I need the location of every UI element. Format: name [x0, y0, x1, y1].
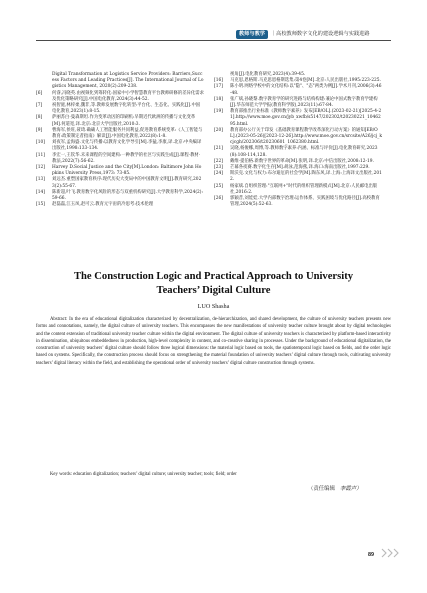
references-left-column [36, 72, 204, 208]
reference-item [214, 128, 382, 147]
references-right-column [214, 72, 382, 208]
reference-text: 曹海军,侯旺,聂琦.确确人工智能服务共同利益,促进教育系统变革:《人工智能与教育:政策制定者指南》解读[J].中国电化教育,2022(8):1-8. [52, 127, 203, 140]
reference-number: [16] [214, 78, 223, 84]
reference-text: 刘夜军,孟海盛.文化与传播:以教育文化学导引[M].李猛,李康,译.北京:中央编译出版社,1998:133-134. [52, 140, 202, 152]
reference-item [214, 109, 382, 128]
reference-item [214, 97, 382, 109]
reference-text: 吴晓,杨俊娜,周博,等.教师数字素养:内涵、标准与评价[J].电化教育研究,2023(8):108-114,128. [230, 146, 378, 158]
reference-text: 芒幕各夜赛.数字化生存[M].胡泳,范海燕,译.海口:海南出版社,1997:229. [230, 165, 370, 171]
reference-number: [13] [36, 177, 45, 183]
reference-number: [10] [36, 140, 45, 146]
reference-text: 赵磊磊,江玉凤,赵可云.教育元宇宙的冷思考:技术伦理 [52, 202, 154, 208]
reference-text: 斯沃克.文化与权力:布尔迪厄的社会学[M].陶东风,译.上海:上海译文出版社,2012. [230, 171, 382, 183]
reference-number: [20] [214, 127, 223, 133]
reference-text: Digital Transformation at Logistics Service Providers: Barriers,Success Factors and Leading Practices[J]. The International Journal of Logistics Management, 2020(2):209-238. [52, 72, 204, 90]
reference-number: [21] [214, 146, 223, 152]
responsible-editor [308, 484, 362, 492]
reference-number: [8] [36, 115, 43, 121]
reference-text: Harvey D.Social Justice and the City[M].London: Baltimore John Hopkins University Press,1973: 73-85. [52, 165, 202, 177]
english-title [36, 270, 391, 297]
reference-item [36, 153, 204, 165]
reference-text: 刘远杰.重塑国家教育秩序:现代历史大变局中的中国教育文明[J].教育研究,2023(2):55-67. [52, 177, 202, 189]
reference-item [214, 171, 382, 183]
reference-item [36, 177, 204, 189]
reference-text: 何睿,冯晓英.由视频化到筹转化:国家中小学智慧教育平台教师研修的差异化需求及优化策略研究[J].中国电化教育,2024(3):44-52. [52, 90, 204, 102]
reference-text: 郭颖昔,刘娃娃.大学内部数字治理:运作体系、实践困境与优化路径[J].高校教育管理,2024(5):52-63. [230, 196, 380, 208]
reference-item [214, 196, 382, 208]
reference-number: [19] [214, 109, 223, 115]
reference-item [36, 140, 204, 152]
reference-text: 马克思,恩格斯.马克思恩格斯选集:第4卷[M].北京:人民出版社,1995:223-225. [230, 78, 381, 84]
reference-text: 教育部办公厅关于印发《基础教育课程教学改革深化行动方案》的通知[EB/OL].(2023-05-26)[2023-12-26].http://www.moe.gov.cn/srcsite/A26/jcj_kcjcgh/202306/t20230601_1062380.html. [230, 127, 382, 146]
reference-number: [24] [214, 171, 223, 177]
reference-number: [26] [214, 196, 223, 202]
reference-number: [18] [214, 96, 223, 102]
author-name: LUO Shasha [197, 303, 230, 310]
reference-item [36, 103, 204, 115]
reference-number: [22] [214, 158, 223, 164]
reference-number: [12] [36, 165, 45, 171]
reference-text: 张广斌,孙晓黎.数字教育学的研究进路与结构构建:兼论中国式数字教育学建构[J].华东师范大学学报(教育科学版),2023(11):67-84. [230, 96, 378, 109]
reference-item [36, 115, 204, 127]
abstract-paragraph: Abstract: In the era of educational digitalization characterized by decentralization, de-hierarchization, and shared development, the culture of university teachers presents new forms and connotations, namely, the digital culture of university teachers. This encompasses the new manifestations of university teacher culture brought about by digital technologies and the content extension of traditional university teacher culture within the digital environment. The digital culture of university teachers is characterized by platform-based interactivity in dissemination, ubiquitous embeddedness in production, high-level complexity in content, and co-creative sharing in processes. Under the background of educational digitalization, the construction of university teachers’ digital culture should follow three logical dimensions: the material logic based on tools, the spatiotemporal logic based on fields, and the order logic based on systems. Specifically, the construction process should focus on strengthening the material foundation of university teachers’ digital culture through tools, cultivating university teachers’ digital literacy within the field, and establishing the operational order of university teachers’ digital culture construction through systems. [36, 317, 391, 366]
reference-item [214, 84, 382, 96]
english-title-line-2: Teachers’ Digital Culture [156, 284, 271, 296]
reference-number: [23] [214, 165, 223, 171]
reference-text: 视角[J].电化教育研究,2023(4):39-45. [230, 72, 306, 77]
running-header [236, 30, 370, 39]
reference-text: 教育部推出行业标准《教师数字素养》发布[EB/OL].(2023-02-21)[2025-4-21].http://www.moe.gov.cn/jyb_xwfb/s5147/202302/t20230221_1046295.html. [230, 109, 382, 127]
english-title-line-1: The Construction Logic and Practical Approach to University [73, 271, 354, 282]
reference-number: [15] [36, 202, 45, 208]
reference-item [36, 190, 204, 202]
page-number: 89 [368, 552, 374, 558]
reference-item [214, 184, 382, 196]
reference-text: 戴维·提伯格.新数字世界的革命[M].张明,译.北京:中信出版社,2008:12-19. [230, 158, 374, 164]
reference-number: [17] [214, 84, 223, 90]
running-header-title: ｜高校教师数字文化的建设逻辑与实践进路 [270, 31, 370, 37]
reference-text: 杨家斌.自组织管理:"互联网+"时代的组织管理新模式[M].北京:人民邮电出版社,2016:2. [230, 183, 378, 195]
header-divider [36, 40, 391, 41]
reference-item [214, 146, 382, 158]
reference-item [36, 165, 204, 177]
reference-number: [25] [214, 183, 223, 189]
reference-item [36, 202, 204, 208]
reference-item [36, 91, 204, 103]
section-badge: 教师与教学 [236, 30, 268, 39]
reference-item [36, 128, 204, 140]
chevron-right-icon [381, 548, 399, 558]
reference-text: 陈小明.网络学校中的文化结构:以"隐"、"态"两类为例[J].学术月刊,2006(3):46-48. [230, 84, 382, 96]
reference-number: [9] [36, 127, 43, 133]
reference-number: [14] [36, 189, 45, 195]
reference-item [36, 72, 204, 91]
editor-label: （责任编辑 [308, 486, 335, 492]
reference-number: [7] [36, 103, 43, 109]
reference-number: [11] [36, 152, 45, 158]
editor-signature: 李霞声） [339, 486, 362, 492]
reference-text: 陈新超,叶飞.教育数字化风险的形态与双重机构研究[J].大学教育科学,2024(2):59-66. [52, 189, 203, 202]
reference-text: 萨丽苏白·曼森斯坦.作为变革动因的印刷机:早期近代欧洲的传播与文化变革[M].何道宽,译.北京:北京大学出版社,2010:3. [52, 115, 196, 127]
reference-number: [6] [36, 90, 43, 96]
reference-text: 祝智庭,林梓柔,魏非,等.教师发展数字化转型:平台化、生态化、实践化[J].中国电化教育,2023(1):8-15. [52, 103, 201, 115]
keywords-line: Key words: education digitalization; teachers’ digital culture; university teacher; tools; field; order [50, 472, 237, 477]
reference-text: 李宏一,王钦华.未来课程的空间建构:一种教学的社区与实践生成[J].课程·教材·教法,2022(7):56-62. [52, 152, 201, 164]
